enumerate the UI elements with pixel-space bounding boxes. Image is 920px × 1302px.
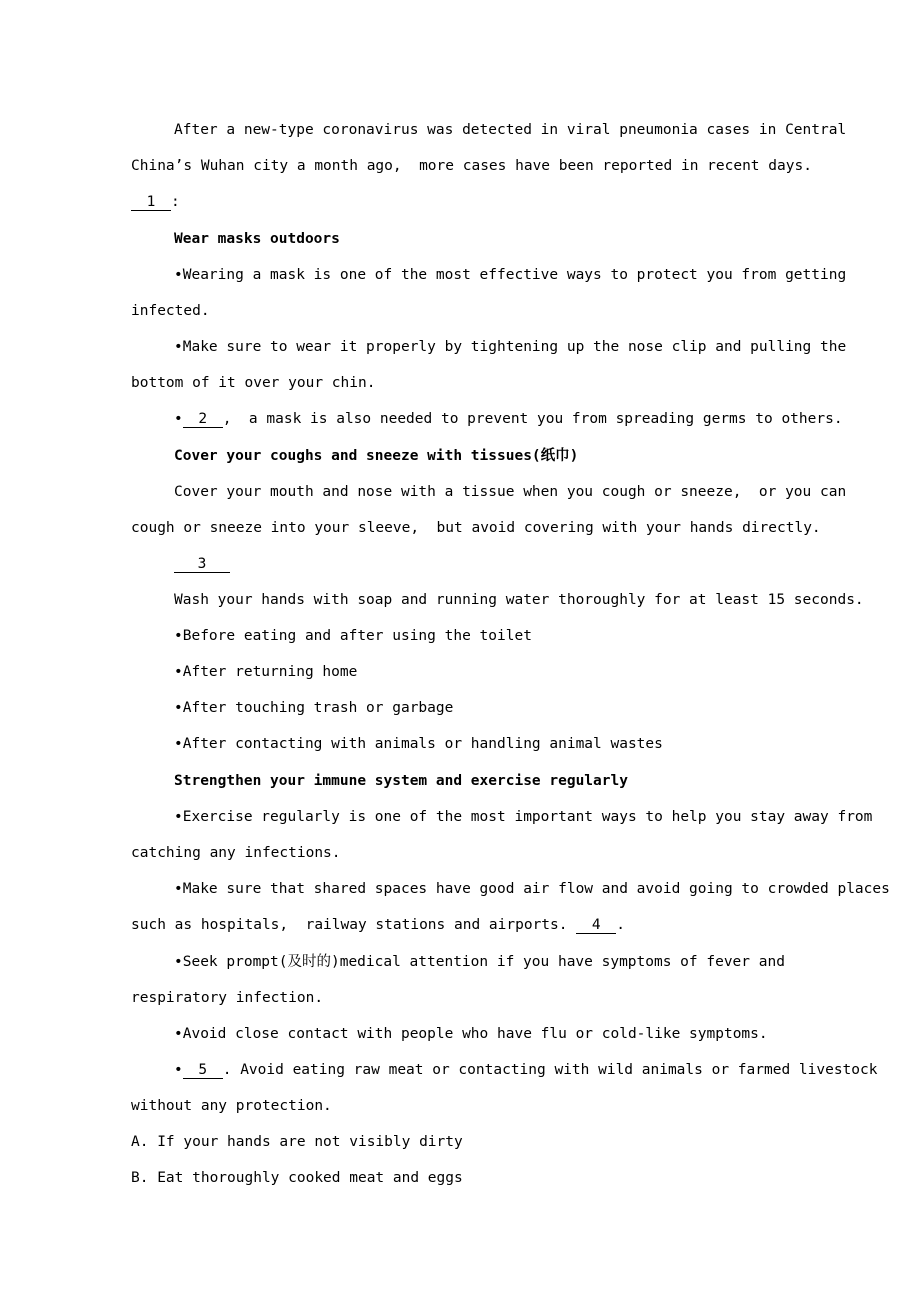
s4-bullet2-line1: •Make sure that shared spaces have good air flow and avoid going to crowded places [174, 881, 890, 897]
bullet-mark: • [174, 1062, 183, 1078]
blank-5[interactable]: 5 [183, 1062, 223, 1079]
list-item: •After touching trash or garbage [174, 700, 454, 716]
s4-bullet2-text: such as hospitals, railway stations and airports. [131, 917, 577, 933]
s4-bullet5-text: . Avoid eating raw meat or contacting with wild animals or farmed livestock [222, 1062, 878, 1078]
s1-bullet1-line1: •Wearing a mask is one of the most effective ways to protect you from getting [174, 267, 847, 283]
intro-line-1: After a new-type coronavirus was detected in viral pneumonia cases in Central [174, 122, 847, 138]
s1-bullet3-text: , a mask is also needed to prevent you from spreading germs to others. [222, 411, 843, 427]
blank-4[interactable]: 4 [576, 917, 616, 934]
s4-bullet4: •Avoid close contact with people who have flu or cold-like symptoms. [174, 1026, 768, 1042]
s4-bullet3-line1: •Seek prompt(及时的)medical attention if you have symptoms of fever and [174, 954, 785, 970]
s4-bullet3-line2: respiratory infection. [131, 990, 324, 1006]
list-item: •Before eating and after using the toilet [174, 628, 532, 644]
heading-wear-masks: Wear masks outdoors [174, 231, 340, 247]
heading-immune-system: Strengthen your immune system and exercise regularly [174, 773, 628, 789]
s2-para-line2: cough or sneeze into your sleeve, but avoid covering with your hands directly. [131, 520, 821, 536]
s1-bullet2-line2: bottom of it over your chin. [131, 375, 376, 391]
s1-bullet2-line1: •Make sure to wear it properly by tightening up the nose clip and pulling the [174, 339, 847, 355]
intro-line-2: China’s Wuhan city a month ago, more cases have been reported in recent days. [131, 158, 812, 174]
s4-bullet1-line2: catching any infections. [131, 845, 341, 861]
s4-bullet1-line1: •Exercise regularly is one of the most important ways to help you stay away from [174, 809, 873, 825]
s4-bullet5-line2: without any protection. [131, 1098, 332, 1114]
blank-3[interactable]: 3 [174, 556, 230, 573]
list-item: •After returning home [174, 664, 358, 680]
blank-1-line [131, 192, 180, 212]
blank-1[interactable]: 1 [131, 194, 171, 211]
blank-3-line [174, 554, 230, 574]
s1-bullet1-line2: infected. [131, 303, 210, 319]
list-item: •After contacting with animals or handling animal wastes [174, 736, 663, 752]
option-a: A. If your hands are not visibly dirty [131, 1134, 463, 1150]
s1-bullet3 [174, 409, 843, 429]
s4-bullet5-line1 [174, 1060, 877, 1080]
period: . [616, 917, 625, 933]
option-b: B. Eat thoroughly cooked meat and eggs [131, 1170, 463, 1186]
s3-para: Wash your hands with soap and running water thoroughly for at least 15 seconds. [174, 592, 864, 608]
s4-bullet2-line2 [131, 915, 625, 935]
s2-para-line1: Cover your mouth and nose with a tissue when you cough or sneeze, or you can [174, 484, 847, 500]
bullet-mark: • [174, 411, 183, 427]
heading-cover-coughs: Cover your coughs and sneeze with tissues(纸巾) [174, 448, 579, 464]
blank-1-colon: : [171, 194, 180, 210]
blank-2[interactable]: 2 [183, 411, 223, 428]
